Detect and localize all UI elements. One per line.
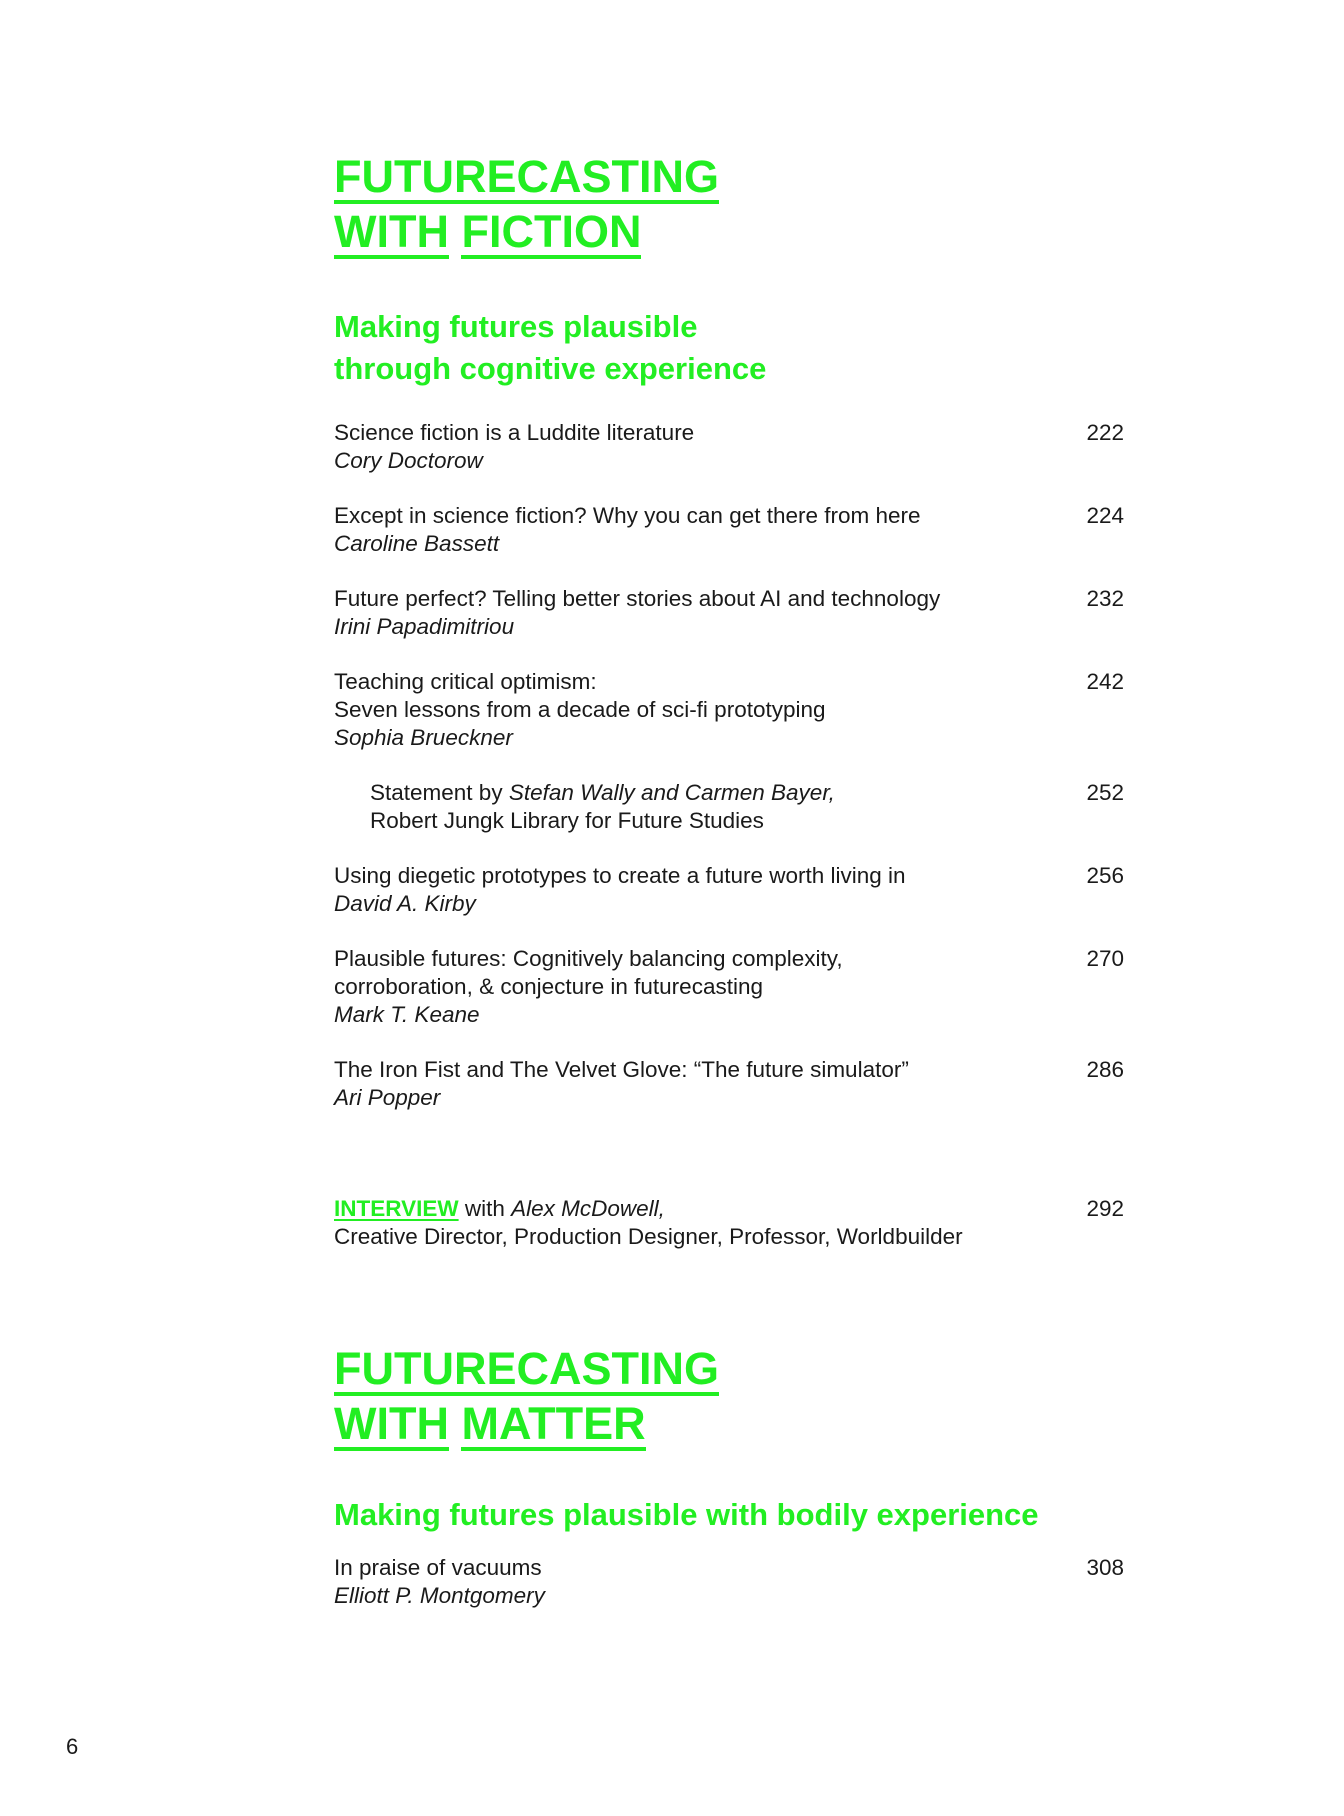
subtitle-line: through cognitive experience — [334, 351, 767, 386]
entry-title-line: Seven lessons from a decade of sci-fi prototyping — [334, 697, 826, 722]
section-fiction-heading — [334, 150, 1124, 260]
entry-title-line: Plausible futures: Cognitively balancing complexity, — [334, 946, 843, 971]
toc-entry[interactable] — [334, 945, 1124, 1029]
statement-affiliation: Robert Jungk Library for Future Studies — [370, 808, 764, 833]
entry-author: David A. Kirby — [334, 891, 476, 916]
toc-entry[interactable] — [334, 668, 1124, 752]
toc-entry[interactable] — [334, 1554, 1124, 1610]
toc-entry[interactable] — [334, 419, 1124, 475]
toc-entry[interactable] — [334, 1056, 1124, 1112]
title-word: MATTER — [461, 1398, 646, 1449]
statement-line — [370, 779, 1070, 807]
section-matter-subtitle — [334, 1494, 1124, 1536]
entry-title-line: corroboration, & conjecture in futurecasting — [334, 974, 763, 999]
toc-entry-interview[interactable] — [334, 1195, 1124, 1251]
entry-title-line: Teaching critical optimism: — [334, 669, 597, 694]
entry-author: Cory Doctorow — [334, 448, 483, 473]
title-word: FUTURECASTING — [334, 1343, 719, 1394]
interview-with: with — [458, 1196, 512, 1221]
section-fiction-subtitle — [334, 306, 1124, 390]
entry-page-number: 222 — [1086, 420, 1124, 445]
toc-entry[interactable] — [334, 862, 1124, 918]
title-word: WITH — [334, 1398, 449, 1449]
entry-page-number: 232 — [1086, 586, 1124, 611]
entry-author: Mark T. Keane — [334, 1002, 480, 1027]
entry-title: Using diegetic prototypes to create a future worth living in — [334, 863, 906, 888]
section-matter-heading — [334, 1342, 1124, 1452]
entry-page-number: 286 — [1086, 1057, 1124, 1082]
statement-prefix: Statement by — [370, 780, 509, 805]
toc-entry[interactable] — [334, 585, 1124, 641]
entry-author: Caroline Bassett — [334, 531, 500, 556]
subtitle-line: Making futures plausible — [334, 309, 698, 344]
interview-line — [334, 1195, 1074, 1223]
subtitle-line: Making futures plausible with bodily experience — [334, 1497, 1039, 1532]
title-word: WITH — [334, 206, 449, 257]
interview-roles: Creative Director, Production Designer, Professor, Worldbuilder — [334, 1224, 963, 1249]
entry-page-number: 270 — [1086, 946, 1124, 971]
title-word: FUTURECASTING — [334, 151, 719, 202]
entry-title: Future perfect? Telling better stories about AI and technology — [334, 586, 941, 611]
entry-page-number: 252 — [1086, 780, 1124, 805]
toc-entry-statement[interactable] — [334, 779, 1124, 835]
statement-names: Stefan Wally and Carmen Bayer, — [508, 780, 835, 805]
entry-author: Irini Papadimitriou — [334, 614, 515, 639]
toc-entry[interactable] — [334, 502, 1124, 558]
title-word: FICTION — [461, 206, 642, 257]
entry-author: Sophia Brueckner — [334, 725, 513, 750]
section-title — [334, 150, 1124, 260]
entry-title: Except in science fiction? Why you can get there from here — [334, 503, 921, 528]
interview-name: Alex McDowell, — [511, 1196, 665, 1221]
entry-title: Science fiction is a Luddite literature — [334, 420, 695, 445]
section-title — [334, 1342, 1124, 1452]
entry-author: Ari Popper — [334, 1085, 441, 1110]
entry-title: The Iron Fist and The Velvet Glove: “The future simulator” — [334, 1057, 909, 1082]
entry-page-number: 256 — [1086, 863, 1124, 888]
entry-title: In praise of vacuums — [334, 1555, 542, 1580]
page-number: 6 — [66, 1734, 79, 1759]
entry-author: Elliott P. Montgomery — [334, 1583, 545, 1608]
entry-page-number: 308 — [1086, 1555, 1124, 1580]
interview-tag[interactable]: INTERVIEW — [334, 1196, 459, 1221]
entry-page-number: 242 — [1086, 669, 1124, 694]
entry-page-number: 224 — [1086, 503, 1124, 528]
entry-page-number: 292 — [1086, 1196, 1124, 1221]
